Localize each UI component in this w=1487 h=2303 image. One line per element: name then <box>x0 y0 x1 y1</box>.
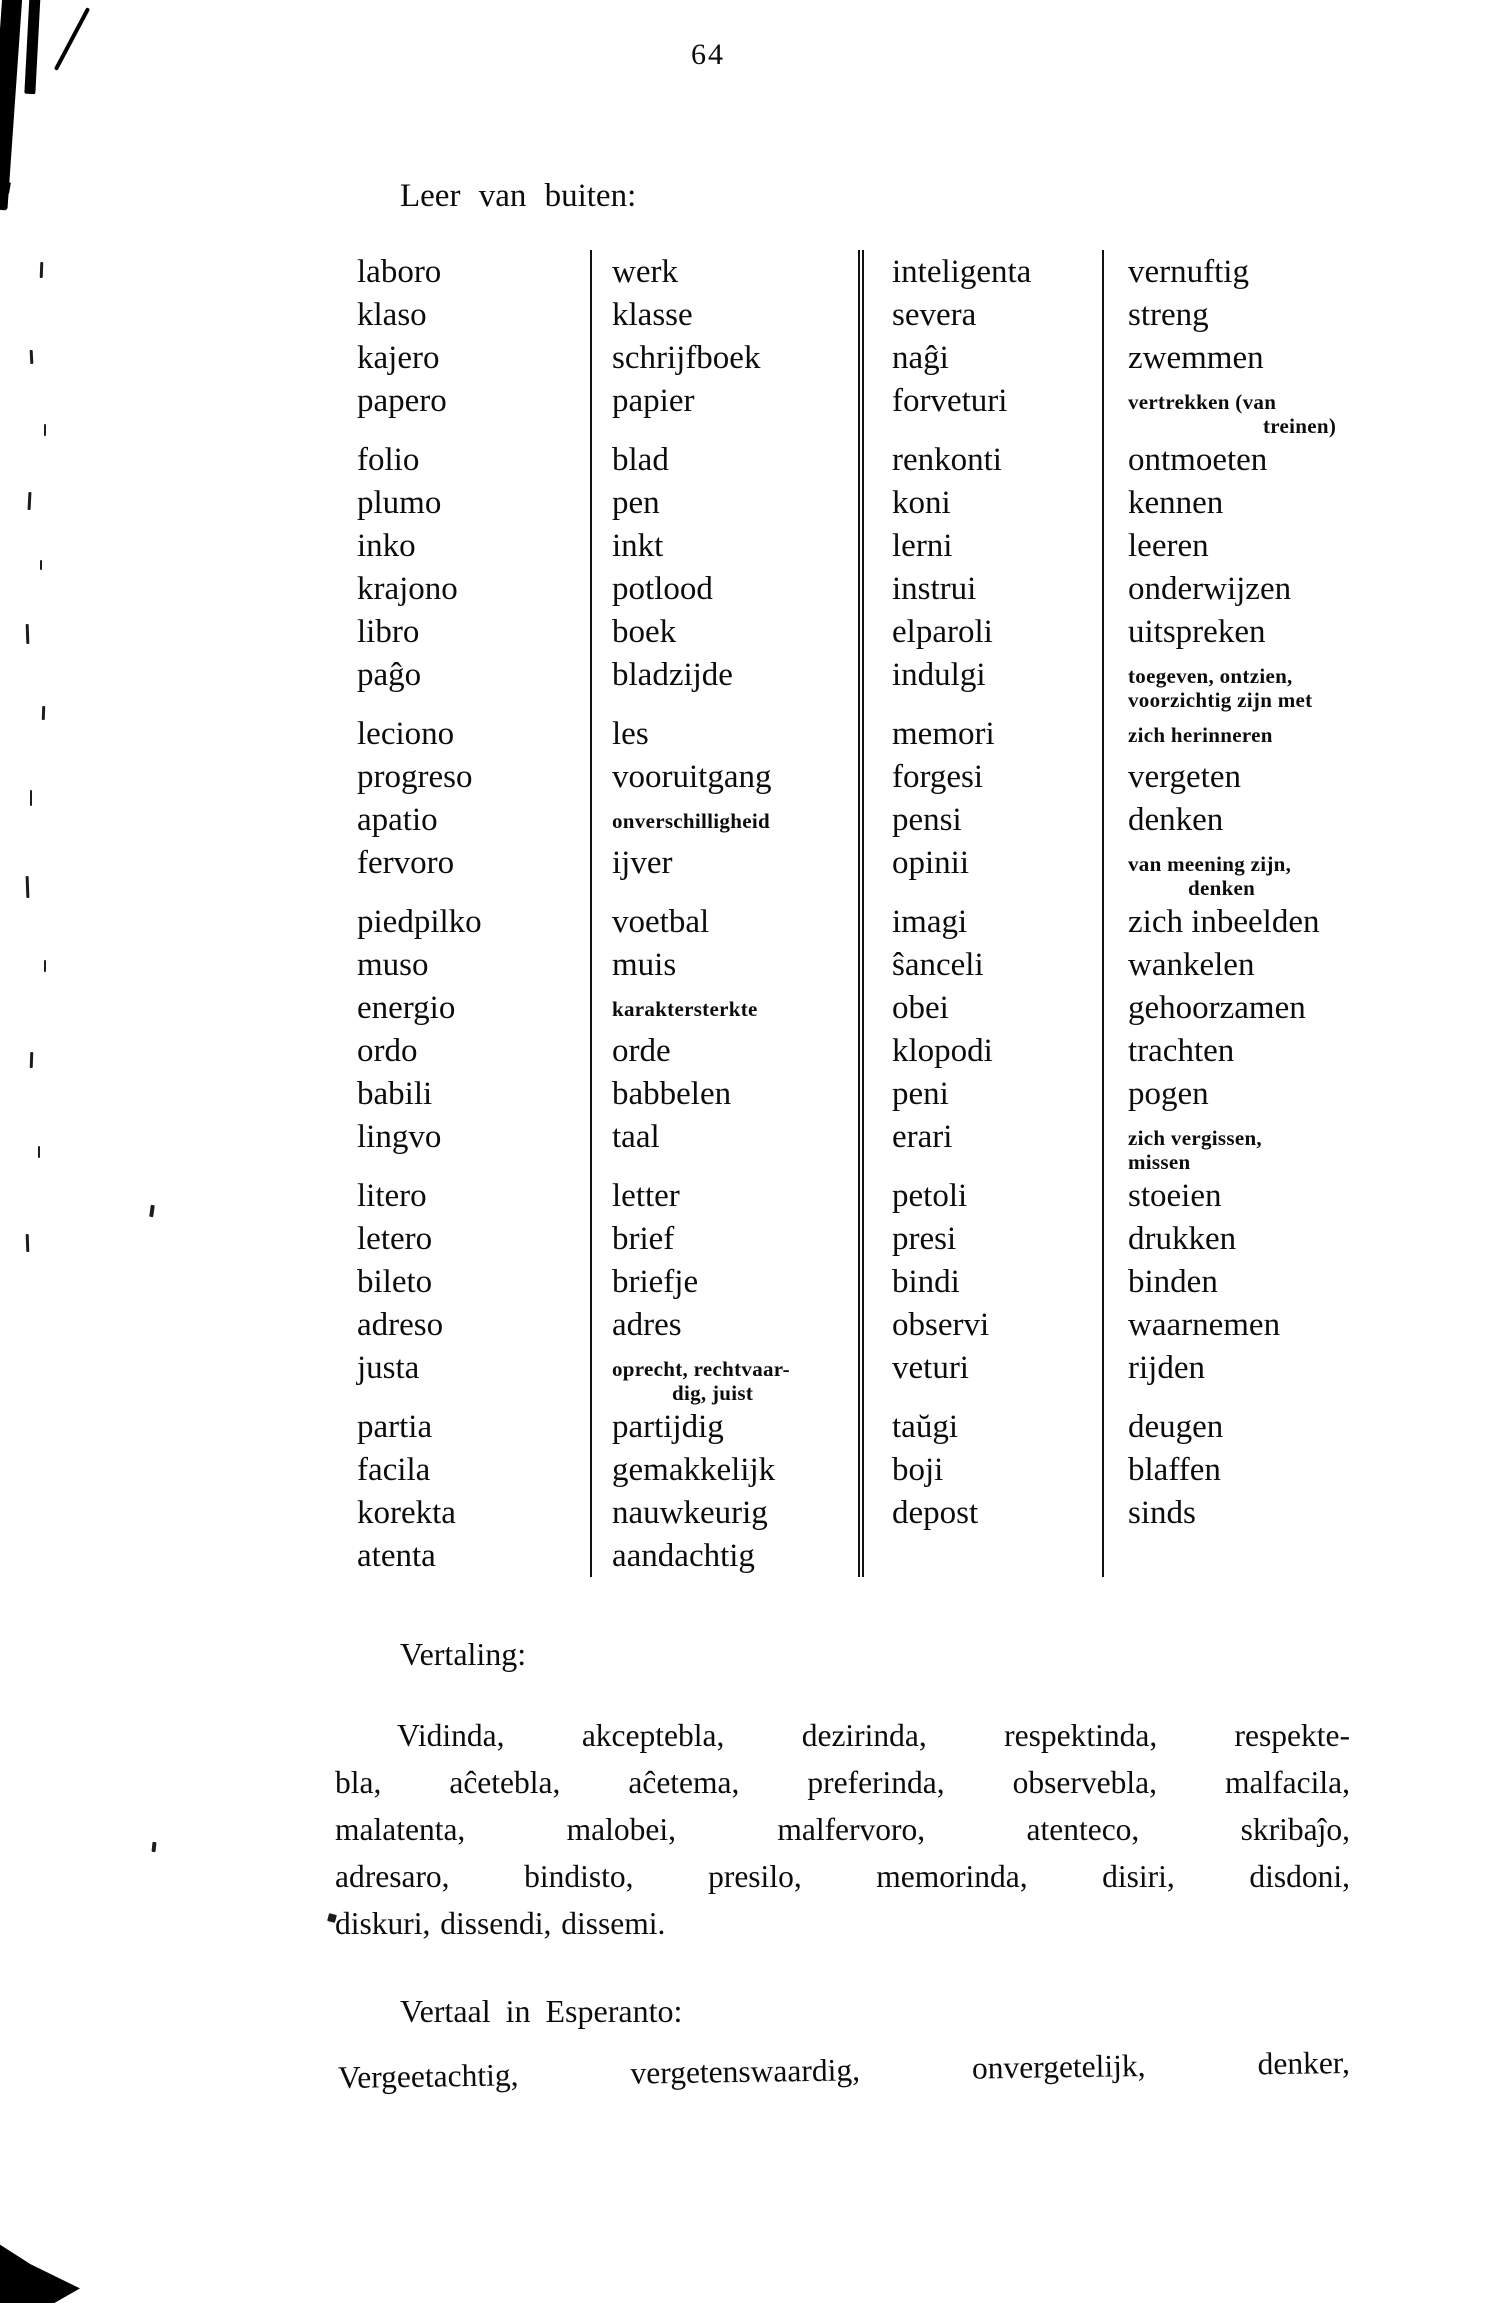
paragraph-line: diskuri, dissendi, dissemi. <box>335 1906 666 1941</box>
table-row <box>355 1072 1464 1115</box>
table-row <box>355 841 1464 900</box>
table-row <box>355 986 1464 1029</box>
cell-esperanto: folio <box>355 438 592 481</box>
table-row <box>355 250 1464 293</box>
cell-esperanto: paĝo <box>355 653 592 712</box>
scan-artifact-speck <box>26 876 30 898</box>
cell-dutch: ijver <box>592 841 864 900</box>
table-row <box>355 900 1464 943</box>
cell-esperanto: korekta <box>355 1491 592 1534</box>
cell-dutch: wankelen <box>1128 947 1255 983</box>
cell-dutch: boek <box>592 610 864 653</box>
cell-dutch: partijdig <box>592 1405 864 1448</box>
cell-esperanto: imagi <box>864 900 1104 943</box>
cell-esperanto: ordo <box>355 1029 592 1072</box>
table-row <box>355 1405 1464 1448</box>
cell-dutch: drukken <box>1128 1221 1237 1257</box>
cell-dutch: brief <box>592 1217 864 1260</box>
table-row <box>355 1260 1464 1303</box>
cell-dutch: letter <box>592 1174 864 1217</box>
table-row <box>355 481 1464 524</box>
cell-dutch: blad <box>592 438 864 481</box>
cell-esperanto: justa <box>355 1346 592 1405</box>
cell-esperanto: muso <box>355 943 592 986</box>
cell-dutch: papier <box>592 379 864 438</box>
scan-artifact-slash <box>54 7 90 71</box>
scan-artifact-speck <box>42 706 45 720</box>
scan-artifact-speck <box>30 790 32 806</box>
translation-exercise-paragraph <box>335 1712 1350 1947</box>
cell-esperanto: energio <box>355 986 592 1029</box>
paragraph-line: Vidinda, akceptebla, dezirinda, respektinda, respekte- <box>397 1718 1350 1753</box>
cell-dutch: inkt <box>592 524 864 567</box>
cell-dutch: vertrekken (van treinen) <box>1128 390 1337 438</box>
scan-artifact-speck <box>40 262 44 278</box>
cell-esperanto: peni <box>864 1072 1104 1115</box>
cell-dutch: bladzijde <box>592 653 864 712</box>
cell-esperanto: renkonti <box>864 438 1104 481</box>
cell-dutch: denken <box>1128 802 1224 838</box>
cell-esperanto: fervoro <box>355 841 592 900</box>
cell-esperanto: taŭgi <box>864 1405 1104 1448</box>
table-row <box>355 567 1464 610</box>
paragraph-line: bla, aĉetebla, aĉetema, preferinda, observebla, malfacila, <box>335 1765 1350 1800</box>
cell-dutch: kennen <box>1128 485 1224 521</box>
cell-esperanto: naĝi <box>864 336 1104 379</box>
cell-dutch: van meening zijn, denken <box>1128 852 1292 900</box>
table-row <box>355 1029 1464 1072</box>
cell-dutch: nauwkeurig <box>592 1491 864 1534</box>
table-row <box>355 712 1464 755</box>
cell-dutch: sinds <box>1128 1495 1196 1531</box>
scan-artifact-speck <box>151 1842 156 1852</box>
cell-dutch: zich herinneren <box>1128 723 1273 747</box>
table-row <box>355 1448 1464 1491</box>
table-row <box>355 610 1464 653</box>
cell-esperanto: kajero <box>355 336 592 379</box>
cell-dutch: binden <box>1128 1264 1218 1300</box>
cell-dutch: rijden <box>1128 1350 1205 1386</box>
paragraph-line: adresaro, bindisto, presilo, memorinda, disiri, disdoni, <box>335 1859 1350 1894</box>
cell-esperanto: klopodi <box>864 1029 1104 1072</box>
cell-dutch: uitspreken <box>1128 614 1266 650</box>
table-row <box>355 943 1464 986</box>
cell-esperanto: petoli <box>864 1174 1104 1217</box>
cell-esperanto: letero <box>355 1217 592 1260</box>
cell-dutch: ontmoeten <box>1128 442 1268 478</box>
table-row <box>355 1346 1464 1405</box>
cell-esperanto: litero <box>355 1174 592 1217</box>
page-number: 64 <box>691 38 725 71</box>
cell-esperanto: papero <box>355 379 592 438</box>
cell-dutch: gehoorzamen <box>1128 990 1306 1026</box>
cell-dutch: blaffen <box>1128 1452 1221 1488</box>
cell-dutch: les <box>592 712 864 755</box>
cell-esperanto: depost <box>864 1491 1104 1534</box>
table-row <box>355 653 1464 712</box>
cell-dutch: pogen <box>1128 1076 1209 1112</box>
scan-artifact-corner-blob <box>0 2222 80 2303</box>
scan-artifact-left-bar <box>0 0 23 210</box>
cell-dutch: schrijfboek <box>592 336 864 379</box>
scan-artifact-speck <box>44 424 46 436</box>
cell-esperanto: partia <box>355 1405 592 1448</box>
table-row <box>355 379 1464 438</box>
cell-esperanto: klaso <box>355 293 592 336</box>
scan-artifact-speck <box>30 1052 34 1068</box>
cell-dutch: babbelen <box>592 1072 864 1115</box>
exercise-line: Vergeetachtig, vergetenswaardig, onvergetelijk, denker, <box>337 2044 1351 2095</box>
cell-esperanto: instrui <box>864 567 1104 610</box>
cell-dutch: zich inbeelden <box>1128 904 1320 940</box>
scan-artifact-speck <box>38 1146 40 1158</box>
cell-dutch: deugen <box>1128 1409 1224 1445</box>
scan-artifact-speck <box>26 624 30 644</box>
cell-esperanto: bileto <box>355 1260 592 1303</box>
table-row <box>355 1303 1464 1346</box>
cell-esperanto: forgesi <box>864 755 1104 798</box>
cell-dutch: zwemmen <box>1128 340 1264 376</box>
cell-dutch: oprecht, rechtvaar- dig, juist <box>592 1346 864 1405</box>
section-heading-leer-van-buiten: Leer van buiten: <box>400 178 637 214</box>
cell-esperanto: adreso <box>355 1303 592 1346</box>
cell-esperanto: atenta <box>355 1534 592 1577</box>
cell-esperanto: leciono <box>355 712 592 755</box>
scan-artifact-speck <box>149 1205 155 1217</box>
table-row <box>355 1534 1464 1577</box>
cell-dutch: trachten <box>1128 1033 1235 1069</box>
scan-artifact-speck <box>40 560 42 570</box>
cell-esperanto: inteligenta <box>864 250 1104 293</box>
table-row <box>355 1217 1464 1260</box>
cell-esperanto: progreso <box>355 755 592 798</box>
cell-esperanto: laboro <box>355 250 592 293</box>
table-row <box>355 1174 1464 1217</box>
cell-esperanto: facila <box>355 1448 592 1491</box>
cell-dutch: leeren <box>1128 528 1209 564</box>
cell-esperanto: erari <box>864 1115 1104 1174</box>
cell-esperanto: lingvo <box>355 1115 592 1174</box>
cell-dutch: werk <box>592 250 864 293</box>
cell-dutch: muis <box>592 943 864 986</box>
cell-esperanto: krajono <box>355 567 592 610</box>
cell-dutch: vergeten <box>1128 759 1242 795</box>
cell-esperanto: libro <box>355 610 592 653</box>
cell-esperanto <box>864 1534 1104 1577</box>
table-row <box>355 755 1464 798</box>
table-row <box>355 293 1464 336</box>
scan-artifact-left-bar <box>24 0 40 94</box>
cell-dutch: orde <box>592 1029 864 1072</box>
cell-dutch: waarnemen <box>1128 1307 1281 1343</box>
cell-dutch: potlood <box>592 567 864 610</box>
cell-esperanto: pensi <box>864 798 1104 841</box>
cell-esperanto: opinii <box>864 841 1104 900</box>
cell-dutch: klasse <box>592 293 864 336</box>
cell-esperanto: observi <box>864 1303 1104 1346</box>
scan-artifact-speck <box>1 181 11 193</box>
cell-dutch: taal <box>592 1115 864 1174</box>
section-heading-vertaal-in-esperanto: Vertaal in Esperanto: <box>400 1993 683 2029</box>
cell-esperanto: koni <box>864 481 1104 524</box>
cell-esperanto: ŝanceli <box>864 943 1104 986</box>
cell-dutch: adres <box>592 1303 864 1346</box>
cell-esperanto: elparoli <box>864 610 1104 653</box>
paragraph-line: malatenta, malobei, malfervoro, atenteco, skribaĵo, <box>335 1812 1350 1847</box>
cell-esperanto: apatio <box>355 798 592 841</box>
cell-esperanto: severa <box>864 293 1104 336</box>
cell-esperanto: lerni <box>864 524 1104 567</box>
cell-dutch: zich vergissen, missen <box>1128 1126 1262 1174</box>
cell-esperanto: presi <box>864 1217 1104 1260</box>
cell-esperanto: inko <box>355 524 592 567</box>
cell-esperanto: obei <box>864 986 1104 1029</box>
table-row <box>355 524 1464 567</box>
cell-dutch: aandachtig <box>592 1534 864 1577</box>
scan-artifact-speck <box>44 960 46 972</box>
cell-esperanto: bindi <box>864 1260 1104 1303</box>
cell-esperanto: plumo <box>355 481 592 524</box>
table-row <box>355 336 1464 379</box>
table-row <box>355 798 1464 841</box>
cell-dutch: briefje <box>592 1260 864 1303</box>
cell-esperanto: boji <box>864 1448 1104 1491</box>
cell-dutch: toegeven, ontzien, voorzichtig zijn met <box>1128 664 1313 712</box>
cell-dutch: onderwijzen <box>1128 571 1292 607</box>
table-row <box>355 1491 1464 1534</box>
cell-dutch: pen <box>592 481 864 524</box>
cell-dutch: streng <box>1128 297 1209 333</box>
cell-esperanto: indulgi <box>864 653 1104 712</box>
cell-esperanto: memori <box>864 712 1104 755</box>
scan-artifact-speck <box>26 1234 30 1252</box>
section-heading-vertaling: Vertaling: <box>400 1636 527 1672</box>
table-row <box>355 438 1464 481</box>
cell-esperanto: forveturi <box>864 379 1104 438</box>
cell-dutch: gemakkelijk <box>592 1448 864 1491</box>
cell-dutch: vernuftig <box>1128 254 1249 290</box>
table-row <box>355 1115 1464 1174</box>
vocabulary-table <box>355 250 1464 1577</box>
cell-dutch <box>1104 1534 1464 1577</box>
cell-esperanto: veturi <box>864 1346 1104 1405</box>
cell-dutch: karaktersterkte <box>592 986 864 1029</box>
cell-dutch: onverschilligheid <box>592 798 864 841</box>
cell-dutch: voetbal <box>592 900 864 943</box>
scan-artifact-speck <box>28 492 32 510</box>
cell-esperanto: babili <box>355 1072 592 1115</box>
scan-artifact-speck <box>30 350 34 364</box>
cell-dutch: stoeien <box>1128 1178 1222 1214</box>
cell-esperanto: piedpilko <box>355 900 592 943</box>
cell-dutch: vooruitgang <box>592 755 864 798</box>
